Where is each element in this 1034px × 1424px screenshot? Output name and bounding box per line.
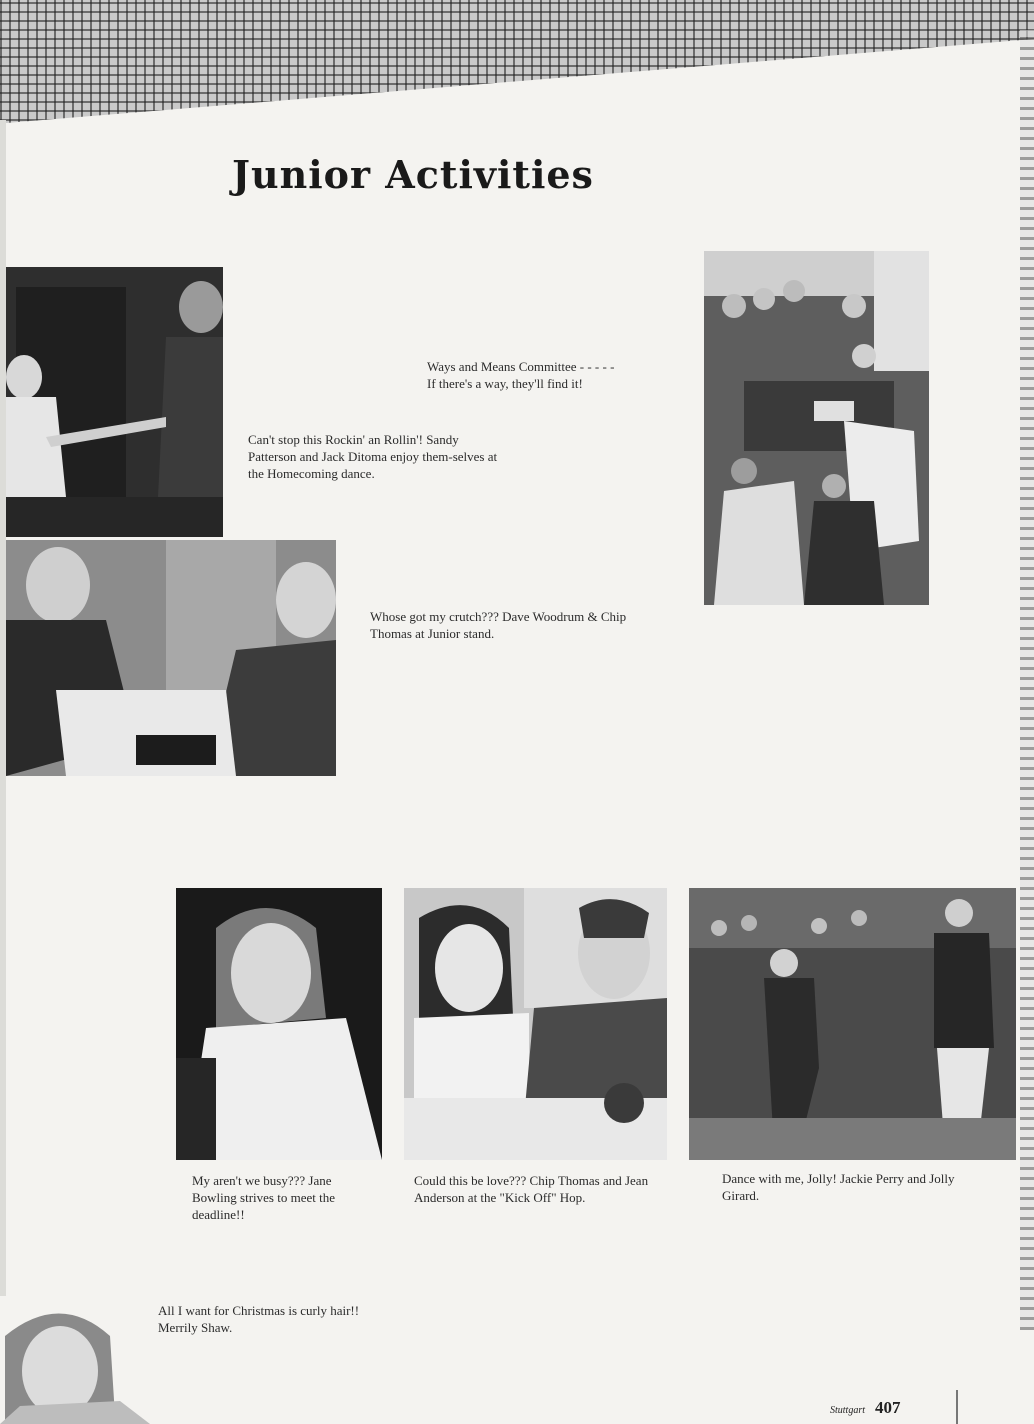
caption-jane-bowling: My aren't we busy??? Jane Bowling strives to meet the deadline!! — [192, 1173, 335, 1222]
photo-homecoming-dance — [6, 267, 223, 537]
folio-name: Stuttgart — [830, 1405, 866, 1416]
caption-homecoming-dance: Can't stop this Rockin' an Rollin'! Sandy Patterson and Jack Ditoma enjoy them-selves at the Homecoming dance. — [248, 432, 498, 481]
caption-junior-stand: Whose got my crutch??? Dave Woodrum & Chip Thomas at Junior stand. — [370, 609, 627, 641]
header-pattern-band — [0, 0, 1034, 130]
page-right-edge-binding — [1020, 30, 1034, 1330]
photo-jane-bowling — [176, 888, 382, 1160]
page-title: Junior Activities — [232, 152, 594, 197]
caption-ways-means: Ways and Means Committee - - - - - If there's a way, they'll find it! — [427, 359, 615, 391]
caption-dance-with-me: Dance with me, Jolly! Jackie Perry and Jolly Girard. — [722, 1171, 955, 1203]
photo-merrily-shaw — [0, 1296, 150, 1424]
photo-dance-with-me — [689, 888, 1016, 1160]
pencil-mark — [956, 1390, 958, 1424]
page-folio — [830, 1398, 901, 1418]
page-number: 407 — [875, 1398, 901, 1417]
photo-junior-stand — [6, 540, 336, 776]
caption-merrily-shaw: All I want for Christmas is curly hair!! Merrily Shaw. — [158, 1303, 360, 1335]
photo-ways-means-committee — [704, 251, 929, 605]
photo-kick-off-hop — [404, 888, 667, 1160]
caption-kick-off-hop: Could this be love??? Chip Thomas and Jean Anderson at the "Kick Off" Hop. — [414, 1173, 649, 1205]
